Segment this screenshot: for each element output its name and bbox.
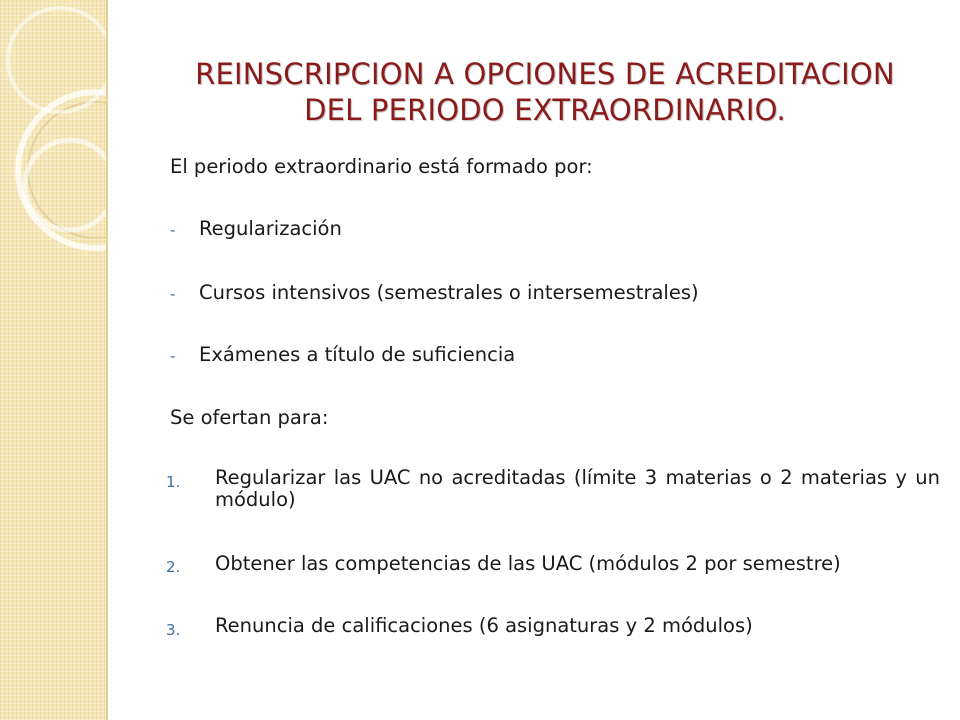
dash-bullet-1: - (170, 221, 176, 239)
slide-title-line-2: DEL PERIODO EXTRAORDINARIO. (304, 93, 786, 127)
number-marker-1: 1. (166, 473, 181, 491)
numbered-item-3: Renuncia de calificaciones (6 asignaturas y 2 módulos) (215, 614, 753, 637)
numbered-item-1: Regularizar las UAC no acreditadas (límite 3 materias o 2 materias y un módulo) (215, 466, 940, 511)
decorative-sidebar (0, 0, 108, 720)
dash-item-1: Regularización (199, 217, 342, 240)
number-marker-3: 3. (166, 621, 181, 639)
offer-heading: Se ofertan para: (170, 406, 329, 429)
dash-item-3: Exámenes a título de suficiencia (199, 343, 516, 366)
intro-text: El periodo extraordinario está formado por: (170, 155, 593, 178)
slide-title (150, 56, 940, 128)
sidebar-circles-decoration (0, 0, 106, 720)
number-marker-2: 2. (166, 558, 181, 576)
dash-item-2: Cursos intensivos (semestrales o intersemestrales) (199, 281, 699, 304)
dash-bullet-2: - (170, 285, 176, 303)
numbered-item-2: Obtener las competencias de las UAC (módulos 2 por semestre) (215, 552, 841, 575)
slide-title-line-1: REINSCRIPCION A OPCIONES DE ACREDITACION (195, 57, 895, 91)
dash-bullet-3: - (170, 347, 176, 365)
